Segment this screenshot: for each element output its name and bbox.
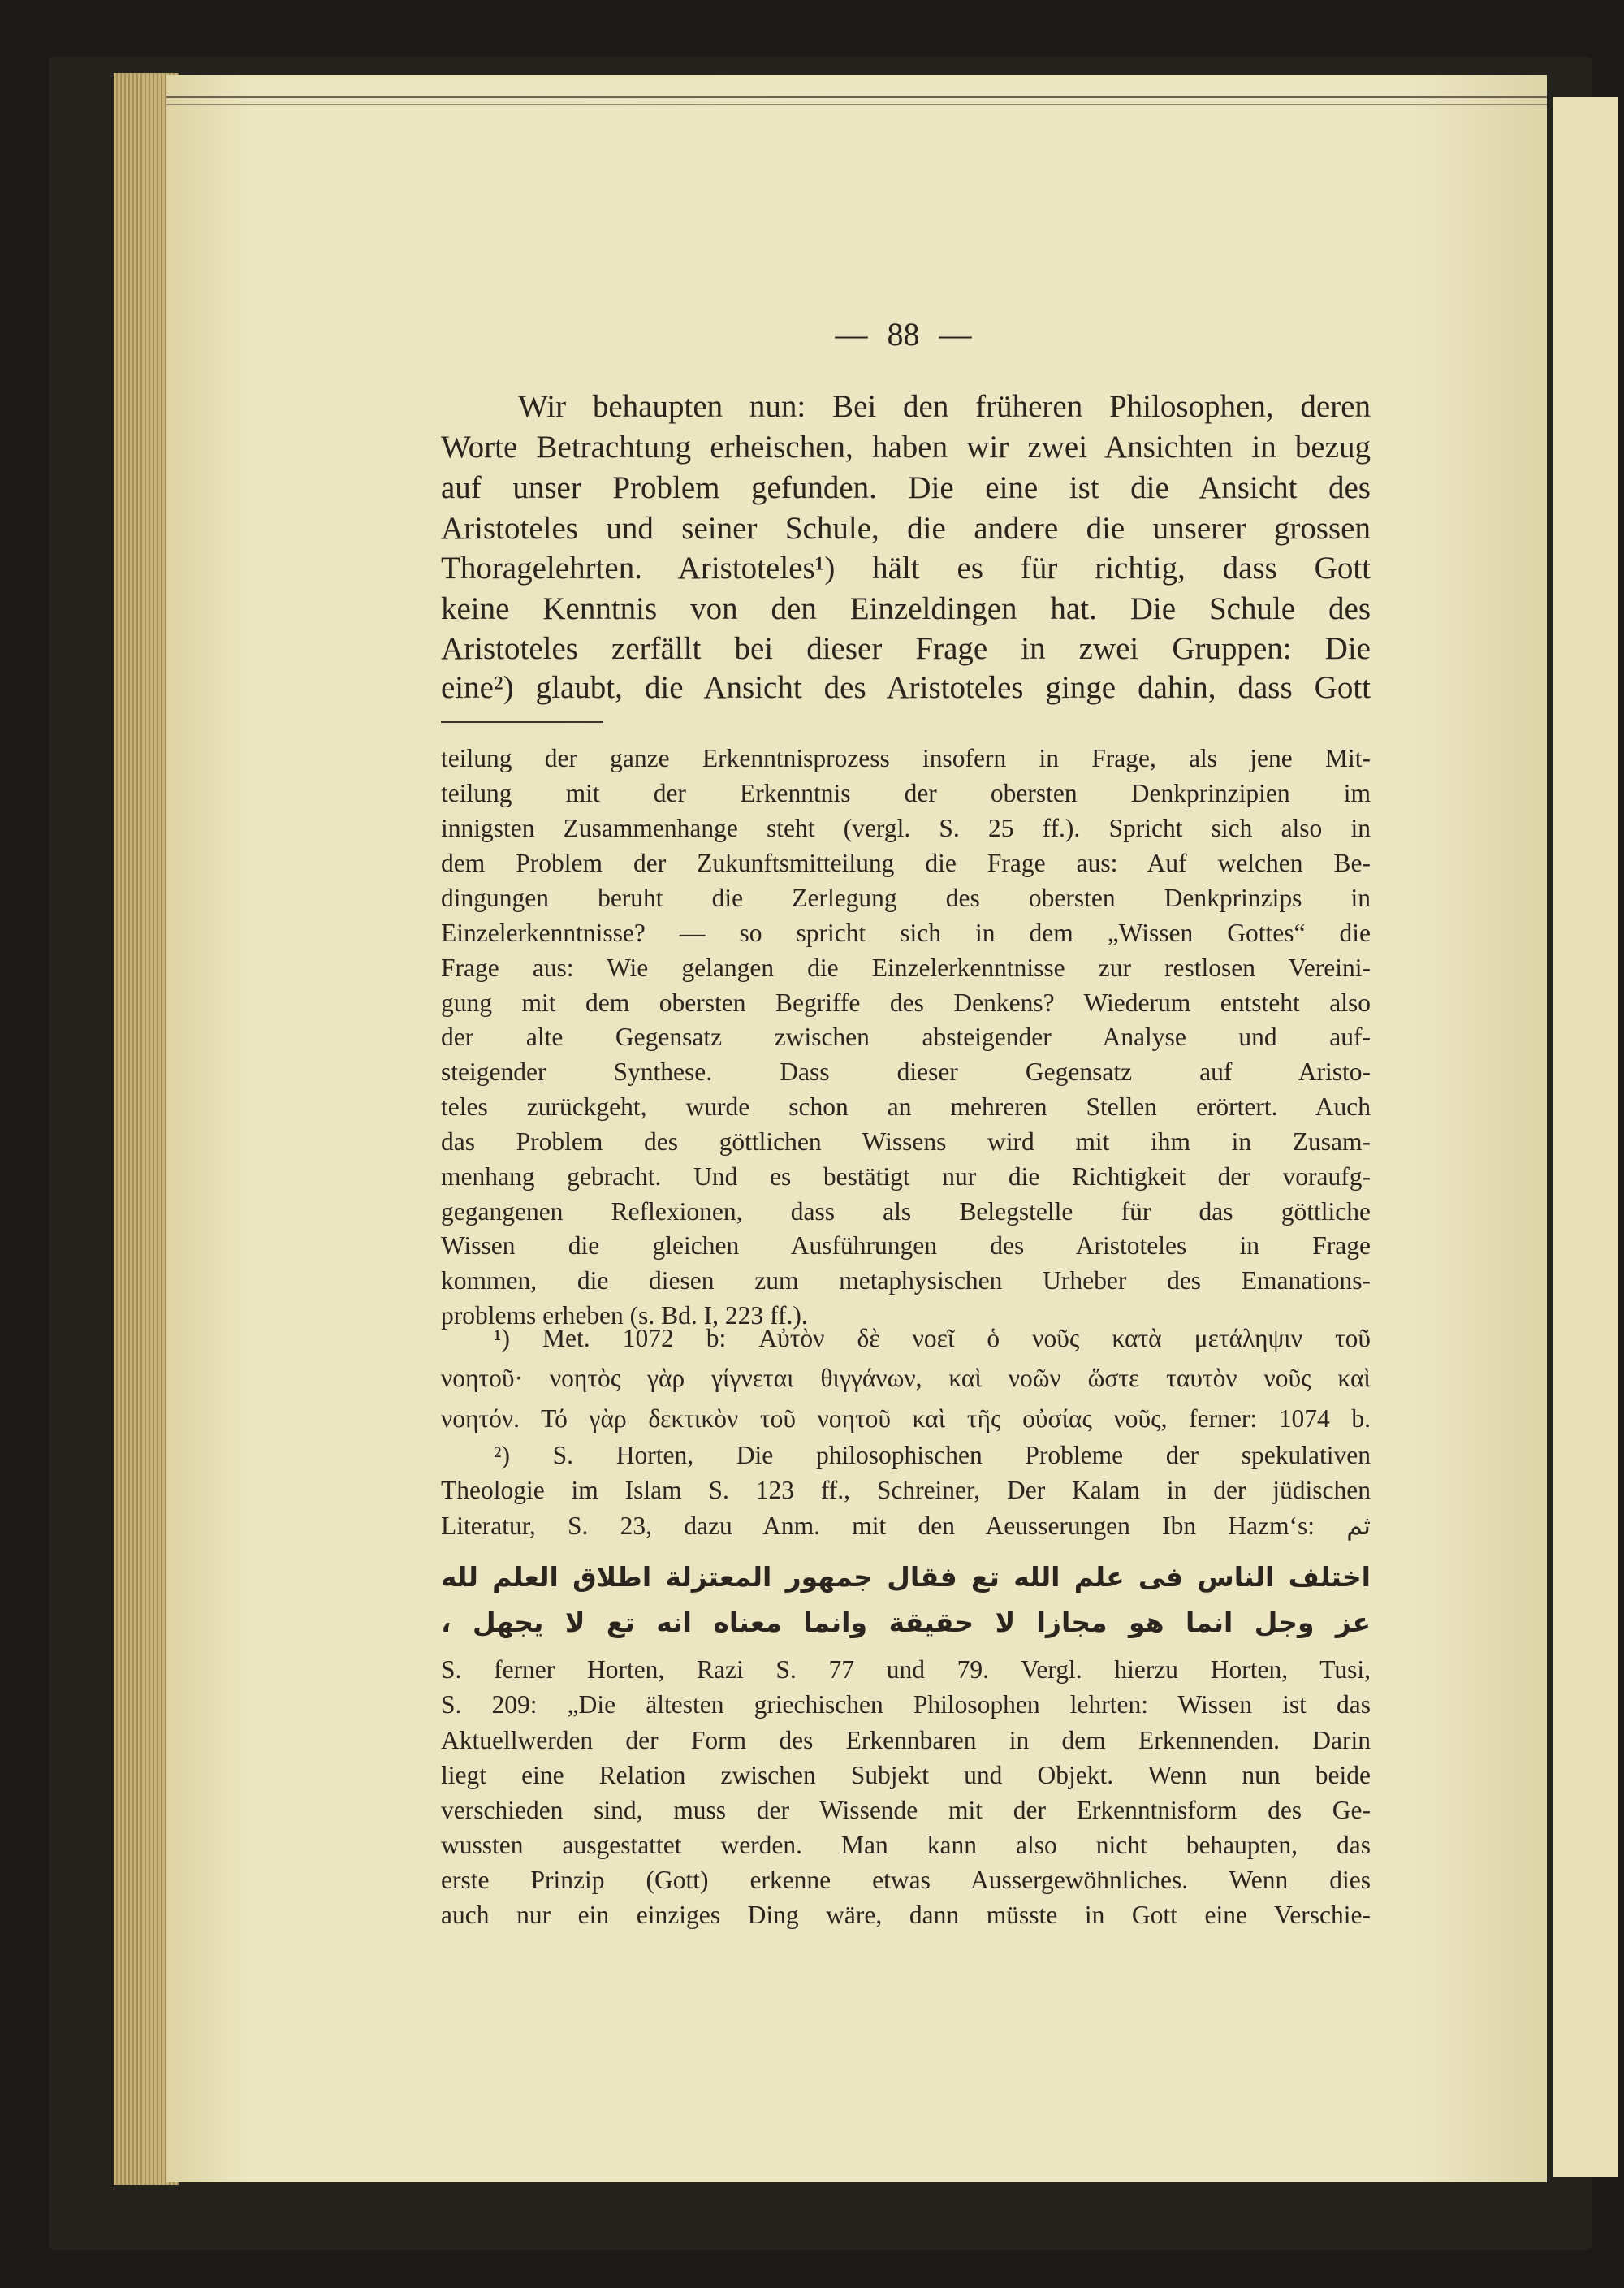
page-top-edge-line [166,104,1547,105]
footnote-line: teles zurückgeht, wurde schon an mehreren Stellen erörtert. Auch [441,1092,1371,1121]
footnote-line: problems erheben (s. Bd. I, 223 ff.). [441,1301,808,1330]
footnote-2-line: Aktuellwerden der Form des Erkennbaren in dem Erkennenden. Darin [441,1726,1371,1754]
footnote-2-line: auch nur ein einziges Ding wäre, dann müsste in Gott eine Verschie- [441,1901,1371,1929]
text-line: Worte Betrachtung erheischen, haben wir zwei Ansichten in bezug [441,430,1371,465]
page-top-edge [166,96,1547,98]
footnote-line: gegangenen Reflexionen, dass als Belegstelle für das göttliche [441,1197,1371,1226]
page-number: — 88 — [835,316,972,352]
footnote-2-line: Literatur, S. 23, dazu Anm. mit den Aeusserungen Ibn Hazm‘s: ثم [441,1512,1371,1540]
text-line: keine Kenntnis von den Einzeldingen hat. Die Schule des [441,591,1371,626]
facing-page-edge [1553,97,1618,2177]
footnote-divider [441,721,603,723]
footnote-line: teilung der ganze Erkenntnisprozess insofern in Frage, als jene Mit- [441,744,1371,772]
footnote-2-line: S. 209: „Die ältesten griechischen Philosophen lehrten: Wissen ist das [441,1690,1371,1719]
footnote-line: der alte Gegensatz zwischen absteigender Analyse und auf- [441,1023,1371,1051]
footnote-1-line: ¹) Met. 1072 b: Αὐτὸν δὲ νοεῖ ὁ νοῦς κατὰ μετάληψιν τοῦ [494,1324,1371,1352]
footnote-line: dem Problem der Zukunftsmitteilung die Frage aus: Auf welchen Be- [441,849,1371,877]
footnote-line: das Problem des göttlichen Wissens wird mit ihm in Zusam- [441,1127,1371,1156]
footnote-2-line: wussten ausgestattet werden. Man kann also nicht behaupten, das [441,1831,1371,1859]
footnote-line: Wissen die gleichen Ausführungen des Aristoteles in Frage [441,1231,1371,1260]
arabic-quote-line: اختلف الناس فى علم الله تع فقال جمهور المعتزلة اطلاق العلم لله [441,1561,1371,1593]
footnote-2-line: ²) S. Horten, Die philosophischen Probleme der spekulativen [494,1441,1371,1469]
arabic-quote-line: عز وجل انما هو مجازا لا حقيقة وانما معناه انه تع لا يجهل ، [441,1607,1371,1638]
footnote-1-line: νοητόν. Τό γὰρ δεκτικὸν τοῦ νοητοῦ καὶ τῆς οὐσίας νοῦς, ferner: 1074 b. [441,1404,1371,1433]
footnote-line: gung mit dem obersten Begriffe des Denkens? Wiederum entsteht also [441,988,1371,1017]
text-line: auf unser Problem gefunden. Die eine ist die Ansicht des [441,470,1371,505]
footnote-line: Einzelerkenntnisse? — so spricht sich in dem „Wissen Gottes“ die [441,919,1371,947]
footnote-line: steigender Synthese. Dass dieser Gegensatz auf Aristo- [441,1057,1371,1086]
footnote-2-line: liegt eine Relation zwischen Subjekt und Objekt. Wenn nun beide [441,1761,1371,1789]
footnote-line: kommen, die diesen zum metaphysischen Urheber des Emanations- [441,1266,1371,1295]
footnote-line: Frage aus: Wie gelangen die Einzelerkenntnisse zur restlosen Vereini- [441,954,1371,982]
footnote-line: menhang gebracht. Und es bestätigt nur die Richtigkeit der voraufg- [441,1162,1371,1191]
text-line: Wir behaupten nun: Bei den früheren Philosophen, deren [518,389,1371,424]
text-line: Aristoteles zerfällt bei dieser Frage in zwei Gruppen: Die [441,631,1371,666]
footnote-line: dingungen beruht die Zerlegung des obersten Denkprinzips in [441,884,1371,912]
footnote-2-line: Theologie im Islam S. 123 ff., Schreiner, Der Kalam in der jüdischen [441,1476,1371,1504]
footnote-2-line: verschieden sind, muss der Wissende mit der Erkenntnisform des Ge- [441,1796,1371,1824]
footnote-line: innigsten Zusammenhange steht (vergl. S. 25 ff.). Spricht sich also in [441,814,1371,842]
text-line: Thoragelehrten. Aristoteles¹) hält es für richtig, dass Gott [441,551,1371,586]
footnote-2-line: erste Prinzip (Gott) erkenne etwas Aussergewöhnliches. Wenn dies [441,1866,1371,1894]
text-line: Aristoteles und seiner Schule, die andere die unserer grossen [441,511,1371,546]
footnote-1-line: νοητοῦ· νοητὸς γὰρ γίγνεται θιγγάνων, καὶ νοῶν ὥστε ταυτὸν νοῦς καὶ [441,1364,1371,1392]
text-line: eine²) glaubt, die Ansicht des Aristoteles ginge dahin, dass Gott [441,670,1371,705]
footnote-line: teilung mit der Erkenntnis der obersten Denkprinzipien im [441,779,1371,807]
footnote-2-line: S. ferner Horten, Razi S. 77 und 79. Vergl. hierzu Horten, Tusi, [441,1655,1371,1684]
